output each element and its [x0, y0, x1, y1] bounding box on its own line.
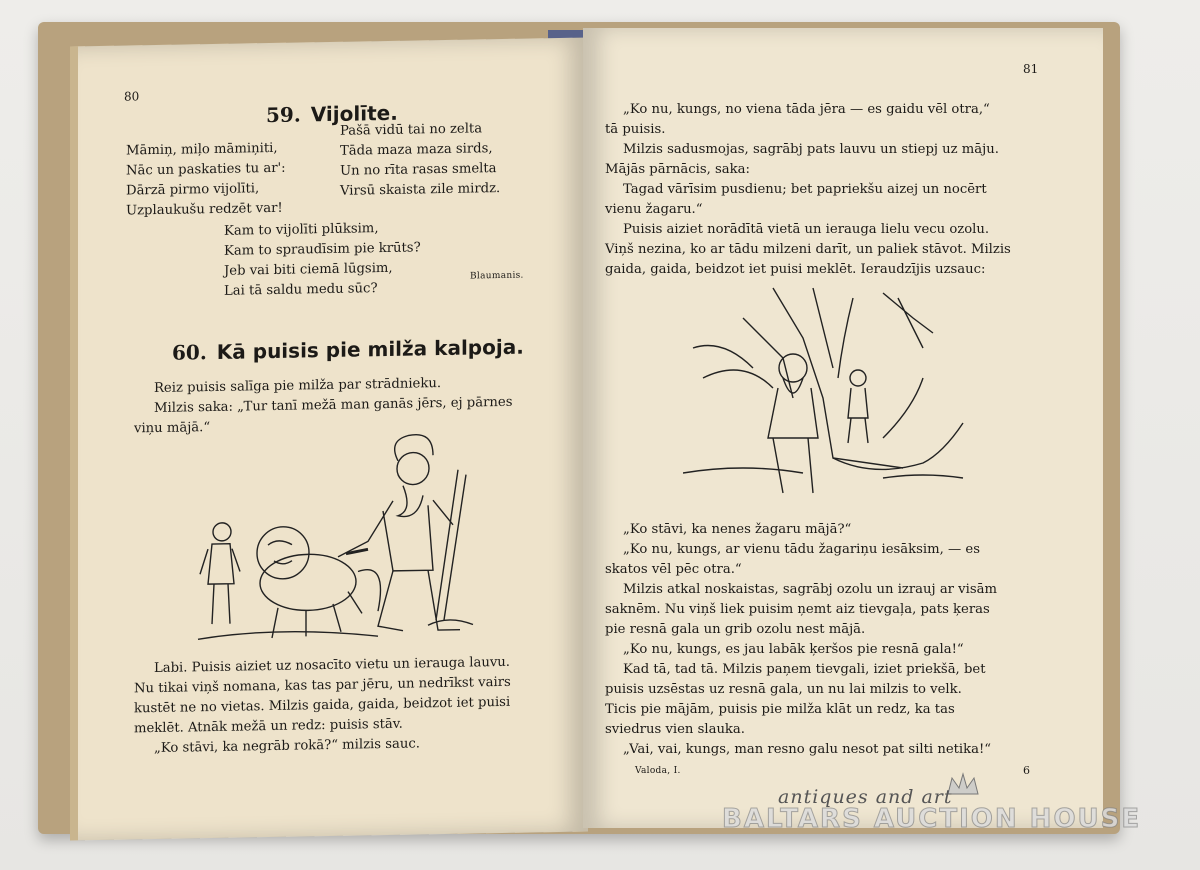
story-line: Ticis pie mājām, puisis pie milža klāt un redz, ka tas — [605, 702, 955, 717]
story-line: „Ko stāvi, ka nenes žagaru mājā?“ — [623, 522, 852, 537]
page-footer-number: 6 — [1023, 764, 1031, 777]
story-line: tā puisis. — [605, 122, 666, 137]
watermark-tagline: antiques and art — [778, 786, 953, 808]
story-line: „Ko nu, kungs, no viena tāda jēra — es gaidu vēl otra,“ — [623, 102, 990, 117]
poem-line: Dārzā pirmo vijolīti, — [126, 181, 260, 199]
story-line: Tagad vārīsim pusdienu; bet papriekšu aizej un nocērt — [623, 182, 987, 197]
story-line: viņu mājā.“ — [134, 420, 211, 437]
story-line: Milzis saka: „Tur tanī mežā man ganās jērs, ej pārnes — [154, 394, 513, 417]
story-line: Labi. Puisis aiziet uz nosacīto vietu un ierauga lauvu. — [154, 654, 510, 677]
page-number: 81 — [1023, 62, 1039, 76]
poem-line: Tāda maza maza sirds, — [340, 141, 493, 159]
story-line: sviedrus vien slauka. — [605, 722, 745, 737]
story-line: skatos vēl pēc otra.“ — [605, 562, 742, 577]
story-title — [172, 335, 524, 365]
story-line: puisis uzsēstas uz resnā gala, un nu lai milzis to velk. — [605, 682, 962, 697]
story-line: „Ko nu, kungs, ar vienu tādu žagariņu iesāksim, — es — [623, 542, 980, 557]
watermark-brand: BALTARS AUCTION HOUSE — [722, 804, 1142, 834]
story-line: saknēm. Nu viņš liek puisim ņemt aiz tievgaļa, pats ķeras — [605, 602, 990, 617]
left-page — [70, 37, 588, 840]
poem-title-number: 59. — [266, 102, 301, 128]
story-line: Milzis atkal noskaistas, sagrābj ozolu un izrauj ar visām — [623, 582, 997, 597]
story-line: Viņš nezina, ko ar tādu milzeni darīt, un paliek stāvot. Milzis — [605, 242, 1011, 257]
story-line: „Ko nu, kungs, es jau labāk ķeršos pie resnā gala!“ — [623, 642, 964, 657]
poem-line: Kam to vijolīti plūksim, — [224, 221, 379, 239]
story-line: meklēt. Atnāk mežā un redz: puisis stāv. — [134, 716, 403, 737]
right-page — [583, 28, 1103, 828]
poem-line: Lai tā saldu medu sūc? — [224, 281, 378, 299]
story-line: kustēt ne no vietas. Milzis gaida, gaida, beidzot iet puisi — [134, 694, 511, 717]
poem-line: Kam to spraudīsim pie krūts? — [224, 240, 421, 259]
poem-author: Blaumanis. — [470, 270, 524, 282]
page-footer-signature: Valoda, I. — [635, 766, 681, 776]
story-line: Reiz puisis salīga pie milža par strādnieku. — [154, 376, 442, 397]
story-line: „Ko stāvi, ka negrāb rokā?“ milzis sauc. — [154, 736, 420, 757]
story-line: pie resnā gala un grib ozolu nest mājā. — [605, 622, 866, 637]
story-line: Puisis aiziet norādītā vietā un ierauga lielu vecu ozolu. — [623, 222, 990, 237]
poem-line: Pašā vidū tai no zelta — [340, 121, 483, 139]
poem-title-text: Vijolīte. — [310, 100, 398, 127]
story-line: vienu žagaru.“ — [605, 202, 703, 217]
illustration-giant-oak — [683, 278, 983, 513]
story-line: Nu tikai viņš nomana, kas tas par jēru, un nedrīkst vairs — [134, 674, 511, 697]
poem-line: Jeb vai biti ciemā lūgsim, — [224, 260, 393, 279]
poem-line: Un no rīta rasas smelta — [340, 161, 497, 179]
story-title-number: 60. — [172, 340, 207, 365]
story-line: gaida, gaida, beidzot iet puisi meklēt. Ieraudzījis uzsauc: — [605, 262, 986, 277]
story-line: Milzis sadusmojas, sagrābj pats lauvu un stiepj uz māju. — [623, 142, 999, 157]
poem-line: Māmiņ, miļo māmiņiti, — [126, 140, 278, 159]
page-number: 80 — [124, 89, 140, 104]
poem-line: Nāc un paskaties tu ar': — [126, 160, 286, 179]
story-line: Mājās pārnācis, saka: — [605, 162, 750, 177]
poem-line: Uzplaukušu redzēt var! — [126, 200, 283, 219]
poem-line: Virsū skaista zile mirdz. — [340, 181, 501, 199]
story-line: Kad tā, tad tā. Milzis paņem tievgali, iziet priekšā, bet — [623, 662, 986, 677]
story-title-text: Kā puisis pie milža kalpoja. — [216, 334, 524, 364]
story-line: „Vai, vai, kungs, man resno galu nesot pat silti netika!“ — [623, 742, 992, 757]
illustration-giant-lion — [188, 429, 478, 654]
